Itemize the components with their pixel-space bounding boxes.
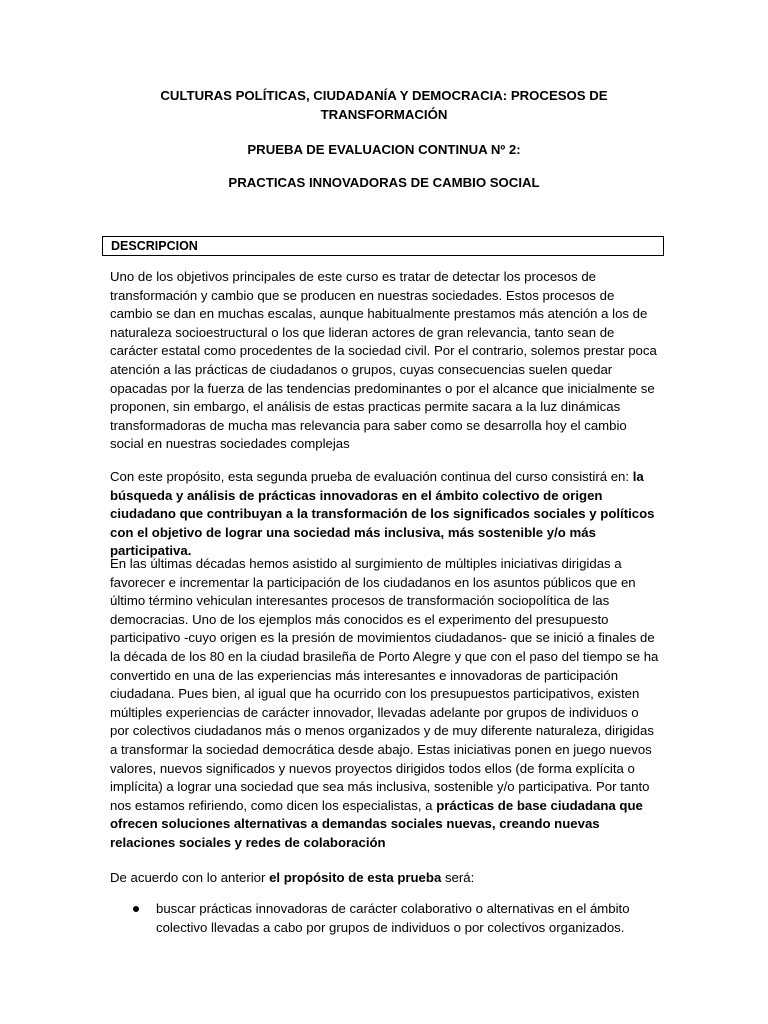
paragraph-objective-text-b: será: bbox=[441, 870, 475, 885]
paragraph-context-text: En las últimas décadas hemos asistido al surgimiento de múltiples iniciativas dirigidas a favorecer e incrementar la participación de los ciudadanos en los asuntos públicos que en último término vehiculan interesantes procesos de transformación sociopolítica de las democracias. Uno de los ejemplos más conocidos es el experimento del presupuesto participativo -cuyo origen es la presión de movimientos ciudadanos- que se inició a finales de la década de los 80 en la ciudad brasileña de Porto Alegre y que con el paso del tiempo se ha convertido en una de las experiencias más interesantes e innovadoras de participación ciudadana. Pues bien, al igual que ha ocurrido con los presupuestos participativos, existen múltiples experiencias de carácter innovador, llevadas adelante por grupos de individuos o por colectivos ciudadanos más o menos organizados y de muy diferente naturaleza, dirigidas a transformar la sociedad democrática desde abajo. Estas iniciativas ponen en juego nuevos valores, nuevos significados y nuevos proyectos dirigidos todos ellos (de forma explícita o implícita) a lograr una sociedad que sea más inclusiva, sostenible y/o participativa. Por tanto nos estamos refiriendo, como dicen los especialistas, a bbox=[110, 556, 659, 813]
paragraph-objective-emphasis: el propósito de esta prueba bbox=[269, 870, 442, 885]
paragraph-objective bbox=[110, 869, 660, 888]
paragraph-context-emphasis: prácticas de base ciudadana que ofrecen soluciones alternativas a demandas sociales nuevas, creando nuevas relaciones sociales y redes de colaboración bbox=[110, 797, 643, 850]
paragraph-objective-text-a: De acuerdo con lo anterior bbox=[110, 870, 270, 885]
document-title: CULTURAS POLÍTICAS, CIUDADANÍA Y DEMOCRACIA: PROCESOS DE TRANSFORMACIÓN bbox=[160, 88, 608, 122]
objective-list bbox=[110, 900, 660, 937]
paragraph-intro: Uno de los objetivos principales de este curso es tratar de detectar los procesos de transformación y cambio que se producen en nuestras sociedades. Estos procesos de cambio se dan en muchas escalas, aunque habitualmente prestamos más atención a los de naturaleza socioestructural o los que lideran actores de gran relevancia, tanto sean de carácter estatal como procedentes de la sociedad civil. Por el contrario, solemos prestar poca atención a las prácticas de ciudadanos o grupos, cuyas consecuencias suelen quedar opacadas por la fuerza de las tendencias predominantes o por el alcance que inicialmente se proponen, sin embargo, el análisis de estas practicas permite sacara a la luz dinámicas transformadoras de mucha mas relevancia para saber como se desarrolla hoy el cambio social en nuestras sociedades complejas bbox=[110, 269, 657, 452]
document-topic: PRACTICAS INNOVADORAS DE CAMBIO SOCIAL bbox=[228, 175, 540, 190]
list-item-text: buscar prácticas innovadoras de carácter colaborativo o alternativas en el ámbito colectivo llevadas a cabo por grupos de individuos o por colectivos organizados. bbox=[156, 901, 630, 935]
bullet-icon bbox=[133, 906, 139, 912]
paragraph-purpose bbox=[110, 468, 660, 561]
paragraph-context bbox=[110, 555, 660, 853]
paragraph-purpose-text: Con este propósito, esta segunda prueba de evaluación continua del curso consistirá en: bbox=[110, 469, 633, 484]
document-subtitle: PRUEBA DE EVALUACION CONTINUA Nº 2: bbox=[247, 142, 521, 157]
section-heading-descripcion: DESCRIPCION bbox=[102, 236, 664, 256]
list-item bbox=[110, 900, 660, 937]
paragraph-purpose-emphasis: la búsqueda y análisis de prácticas innovadoras en el ámbito colectivo de origen ciudadano que contribuyan a la transformación de los significados sociales y políticos con el objetivo de lograr una sociedad más inclusiva, más sostenible y/o más participativa. bbox=[110, 469, 655, 559]
